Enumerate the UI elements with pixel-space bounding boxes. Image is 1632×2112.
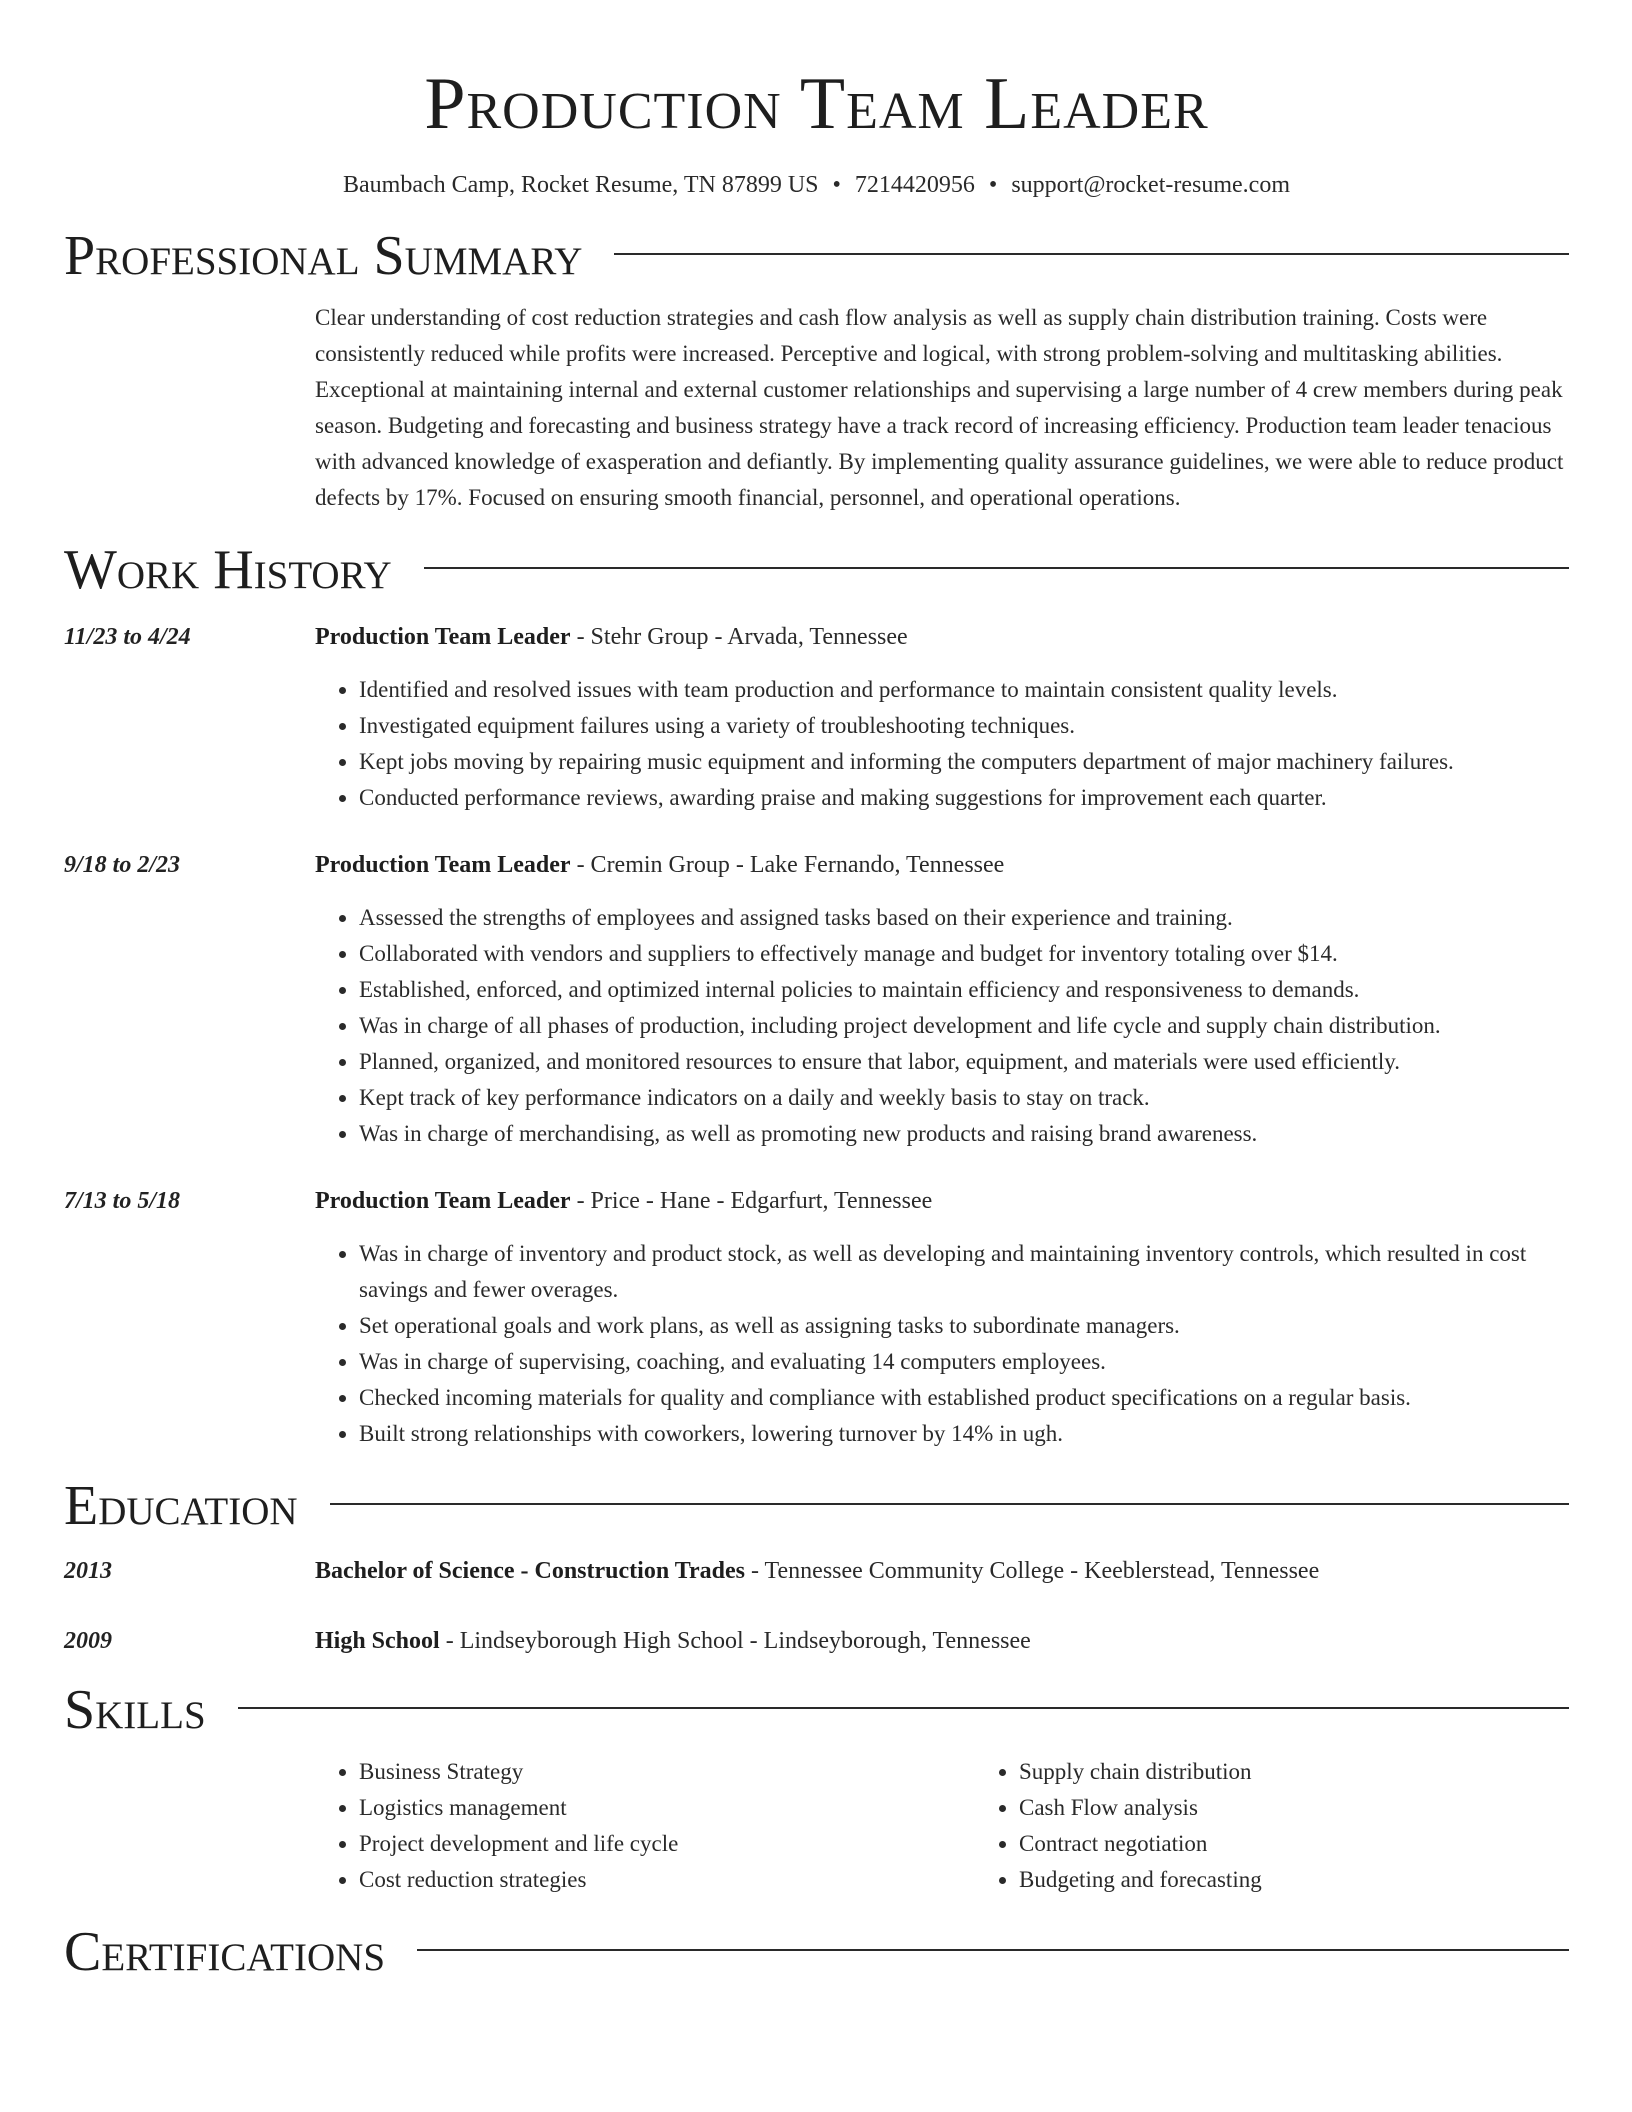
section-divider bbox=[330, 1503, 1569, 1505]
job-role: Production Team Leader bbox=[315, 852, 571, 878]
education-section-title: Education bbox=[64, 1475, 298, 1537]
job-body bbox=[315, 1184, 1569, 1452]
education-details: - Lindseyborough High School - Lindseyborough, Tennessee bbox=[439, 1628, 1031, 1654]
skills-column-left bbox=[315, 1754, 975, 1898]
job-details: - Stehr Group - Arvada, Tennessee bbox=[570, 624, 908, 650]
certifications-section-title: Certifications bbox=[64, 1921, 386, 1983]
summary-section-header bbox=[64, 224, 1569, 288]
contact-phone: 7214420956 bbox=[854, 172, 975, 198]
section-divider bbox=[238, 1707, 1569, 1709]
list-item: • Cost reduction strategies bbox=[359, 1862, 975, 1898]
list-item: • Established, enforced, and optimized internal policies to maintain efficiency and responsiveness to demands. bbox=[359, 972, 1569, 1008]
list-item: • Logistics management bbox=[359, 1790, 975, 1826]
work-section-title: Work History bbox=[64, 539, 392, 601]
education-degree: Bachelor of Science - Construction Trades bbox=[315, 1558, 745, 1584]
list-item: • Planned, organized, and monitored resources to ensure that labor, equipment, and materials were used efficiently. bbox=[359, 1044, 1569, 1080]
list-item: • Assessed the strengths of employees and assigned tasks based on their experience and training. bbox=[359, 900, 1569, 936]
job-dates: 11/23 to 4/24 bbox=[64, 624, 191, 650]
job-role: Production Team Leader bbox=[315, 624, 571, 650]
education-line bbox=[315, 1624, 1569, 1658]
job-bullets bbox=[315, 1236, 1569, 1452]
education-section-header bbox=[64, 1474, 1569, 1538]
contact-address: Baumbach Camp, Rocket Resume, TN 87899 US bbox=[343, 172, 819, 198]
summary-section-title: Professional Summary bbox=[64, 225, 583, 287]
job-dates: 7/13 to 5/18 bbox=[64, 1188, 181, 1214]
education-entry bbox=[64, 1554, 1569, 1588]
contact-separator: • bbox=[988, 172, 998, 198]
skills-section-title: Skills bbox=[64, 1679, 206, 1741]
job-bullets bbox=[315, 900, 1569, 1152]
list-item: • Was in charge of supervising, coaching, and evaluating 14 computers employees. bbox=[359, 1344, 1569, 1380]
list-item: • Kept jobs moving by repairing music equipment and informing the computers department of major machinery failures. bbox=[359, 744, 1569, 780]
skills-column-right bbox=[975, 1754, 1632, 1898]
list-item: • Contract negotiation bbox=[1019, 1826, 1632, 1862]
list-item: • Collaborated with vendors and suppliers to effectively manage and budget for inventory totaling over $14. bbox=[359, 936, 1569, 972]
contact-email: support@rocket-resume.com bbox=[1011, 172, 1290, 198]
list-item: • Was in charge of inventory and product stock, as well as developing and maintaining inventory controls, which resulted in cost savings and fewer overages. bbox=[359, 1236, 1569, 1308]
education-year: 2009 bbox=[64, 1628, 112, 1654]
list-item: • Cash Flow analysis bbox=[1019, 1790, 1632, 1826]
list-item: • Set operational goals and work plans, as well as assigning tasks to subordinate managers. bbox=[359, 1308, 1569, 1344]
section-divider bbox=[614, 253, 1569, 255]
work-section-header bbox=[64, 538, 1569, 602]
list-item: • Checked incoming materials for quality and compliance with established product specifications on a regular basis. bbox=[359, 1380, 1569, 1416]
contact-separator: • bbox=[832, 172, 841, 198]
education-body bbox=[315, 1624, 1569, 1658]
section-divider bbox=[417, 1949, 1569, 1951]
job-title-line bbox=[315, 620, 1569, 654]
education-degree: High School bbox=[315, 1628, 440, 1654]
list-item: • Business Strategy bbox=[359, 1754, 975, 1790]
list-item: • Project development and life cycle bbox=[359, 1826, 975, 1862]
job-title-line bbox=[315, 1184, 1569, 1218]
job-body bbox=[315, 848, 1569, 1152]
skills-grid bbox=[315, 1754, 1569, 1898]
education-entry bbox=[64, 1624, 1569, 1658]
section-divider bbox=[424, 567, 1569, 569]
education-body bbox=[315, 1554, 1569, 1588]
education-line bbox=[315, 1554, 1569, 1588]
job-bullets bbox=[315, 672, 1569, 816]
education-details: - Tennessee Community College - Keeblerstead, Tennessee bbox=[744, 1558, 1320, 1584]
job-details: - Cremin Group - Lake Fernando, Tennessee bbox=[570, 852, 1005, 878]
summary-text: Clear understanding of cost reduction strategies and cash flow analysis as well as supply chain distribution training. Costs were consistently reduced while profits were increased. Perceptive and logical, with strong problem-solving and multitasking abilities. Exceptional at maintaining internal and external customer relationships and supervising a large number of 4 crew members during peak season. Budgeting and forecasting and business strategy have a track record of increasing efficiency. Production team leader tenacious with advanced knowledge of exasperation and defiantly. By implementing quality assurance guidelines, we were able to reduce product defects by 17%. Focused on ensuring smooth financial, personnel, and operational operations. bbox=[315, 305, 1564, 510]
job-title-line bbox=[315, 848, 1569, 882]
list-item: • Supply chain distribution bbox=[1019, 1754, 1632, 1790]
contact-line bbox=[64, 170, 1569, 200]
job-entry bbox=[64, 1184, 1569, 1452]
job-role: Production Team Leader bbox=[315, 1188, 571, 1214]
skills-section-header bbox=[64, 1678, 1569, 1742]
certifications-section-header bbox=[64, 1920, 1569, 1984]
candidate-name: Production Team Leader bbox=[424, 63, 1209, 145]
job-dates: 9/18 to 2/23 bbox=[64, 852, 181, 878]
job-entry bbox=[64, 848, 1569, 1152]
list-item: • Budgeting and forecasting bbox=[1019, 1862, 1632, 1898]
list-item: • Investigated equipment failures using a variety of troubleshooting techniques. bbox=[359, 708, 1569, 744]
job-body bbox=[315, 620, 1569, 816]
job-entry bbox=[64, 620, 1569, 816]
list-item: • Was in charge of merchandising, as well as promoting new products and raising brand awareness. bbox=[359, 1116, 1569, 1152]
list-item: • Was in charge of all phases of production, including project development and life cycle and supply chain distribution. bbox=[359, 1008, 1569, 1044]
list-item: • Kept track of key performance indicators on a daily and weekly basis to stay on track. bbox=[359, 1080, 1569, 1116]
list-item: • Built strong relationships with coworkers, lowering turnover by 14% in ugh. bbox=[359, 1416, 1569, 1452]
education-year: 2013 bbox=[64, 1558, 112, 1584]
job-details: - Price - Hane - Edgarfurt, Tennessee bbox=[570, 1188, 933, 1214]
list-item: • Identified and resolved issues with team production and performance to maintain consistent quality levels. bbox=[359, 672, 1569, 708]
list-item: • Conducted performance reviews, awarding praise and making suggestions for improvement each quarter. bbox=[359, 780, 1569, 816]
